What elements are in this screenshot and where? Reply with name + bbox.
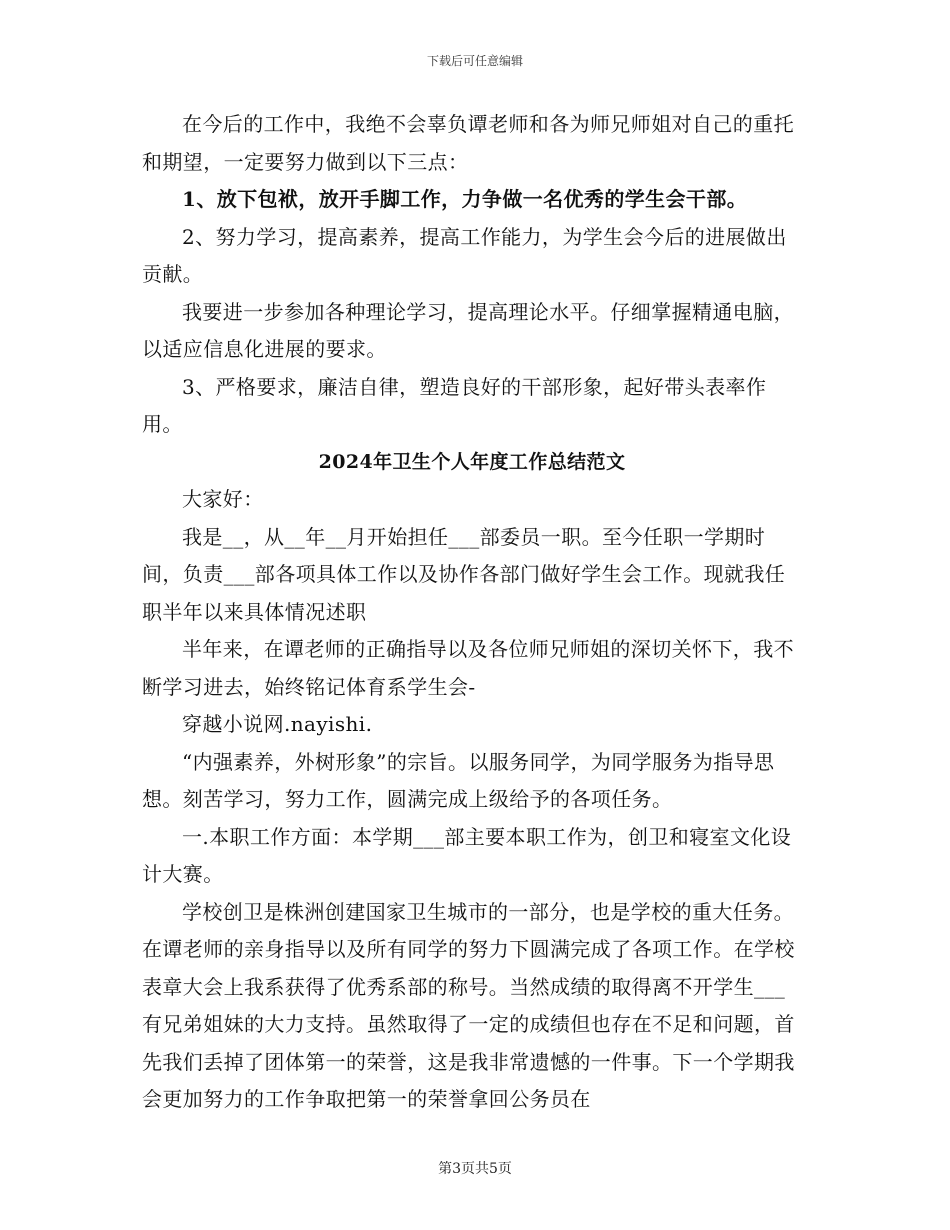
paragraph-self-intro: 我是__，从__年__月开始担任___部委员一职。至今任职一学期时间，负责___部各项具体工作以及协作各部门做好学生会工作。现就我任职半年以来具体情况述职: [142, 524, 786, 624]
paragraph-intro: 在今后的工作中，我绝不会辜负谭老师和各为师兄师姐对自己的重托和期望，一定要努力做到以下三点：: [142, 112, 794, 174]
paragraph-point-2: 2、努力学习，提高素养，提高工作能力，为学生会今后的进展做出贡献。: [142, 224, 787, 286]
section-title: 2024年卫生个人年度工作总结范文: [318, 450, 626, 473]
paragraph-study: 我要进一步参加各种理论学习，提高理论水平。仔细掌握精通电脑，以适应信息化进展的要求。: [142, 299, 794, 361]
paragraph-motto: “内强素养，外树形象”的宗旨。以服务同学，为同学服务为指导思想。刻苦学习，努力工作，圆满完成上级给予的各项任务。: [142, 749, 775, 811]
paragraph-point-1: 1、放下包袱，放开手脚工作，力争做一名优秀的学生会干部。: [182, 187, 748, 211]
page-header: 下载后可任意编辑: [426, 54, 523, 68]
paragraph-duty: 一.本职工作方面：本学期___部主要本职工作为，创卫和寝室文化设计大赛。: [142, 824, 792, 886]
paragraph-website: 穿越小说网.nayishi.: [182, 712, 373, 736]
paragraph-greeting: 大家好：: [182, 487, 264, 511]
paragraph-half-year: 半年来，在谭老师的正确指导以及各位师兄师姐的深切关怀下，我不断学习进去，始终铭记体育系学生会-: [142, 637, 794, 699]
paragraph-point-3: 3、严格要求，廉洁自律，塑造良好的干部形象，起好带头表率作用。: [142, 374, 767, 436]
document-body: [142, 106, 802, 1119]
page-number: 第3页共5页: [438, 1161, 512, 1177]
paragraph-chuangwei: 学校创卫是株洲创建国家卫生城市的一部分，也是学校的重大任务。在谭老师的亲身指导以及所有同学的努力下圆满完成了各项工作。在学校表章大会上我系获得了优秀系部的称号。当然成绩的取得离不开学生___有兄弟姐妹的大力支持。虽然取得了一定的成绩但也存在不足和问题，首先我们丢掉了团体第一的荣誉，这是我非常遗憾的一件事。下一个学期我会更加努力的工作争取把第一的荣誉拿回公务员在: [142, 899, 795, 1111]
